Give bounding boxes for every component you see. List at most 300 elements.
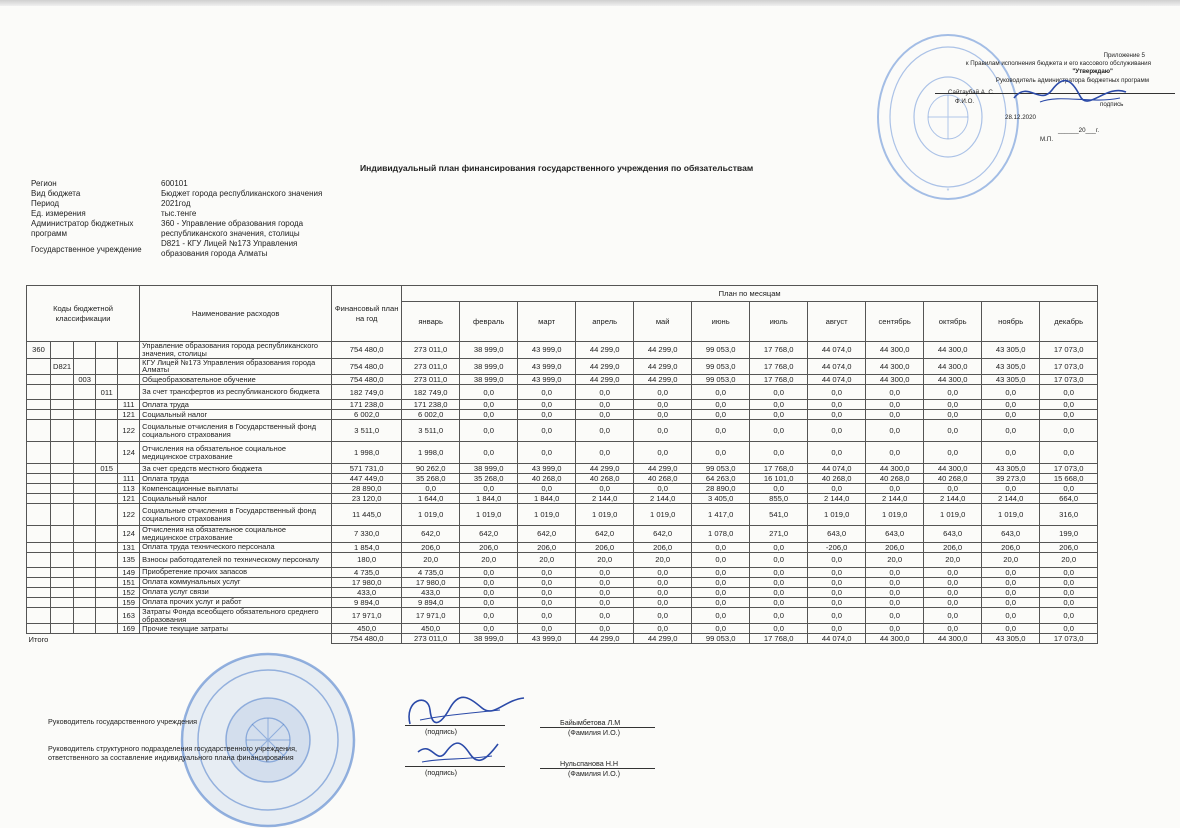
month-value-cell: 1 019,0 [982,504,1040,526]
info-value: D821 - КГУ Лицей №173 Управления образования города Алматы [161,239,298,258]
table-row [27,342,1098,359]
month-value-cell: 0,0 [808,624,866,634]
month-value-cell: 44 299,0 [634,464,692,474]
month-value-cell: 0,0 [866,577,924,587]
year-plan-cell: 754 480,0 [332,358,402,375]
table-row [27,587,1098,597]
expense-name: Оплата труда технического персонала [140,542,332,552]
code-cell [96,587,118,597]
month-value-cell: 0,0 [982,420,1040,442]
code-cell [51,526,74,543]
table-row [27,375,1098,385]
month-value-cell: 0,0 [808,385,866,400]
year-plan-cell: 28 890,0 [332,484,402,494]
month-value-cell: 0,0 [576,442,634,464]
year-plan-cell: 4 735,0 [332,567,402,577]
year-plan-cell: 3 511,0 [332,420,402,442]
month-value-cell: 1 019,0 [924,504,982,526]
approved-label: "Утверждаю" [1072,68,1113,75]
month-value-cell: 20,0 [1040,552,1098,567]
month-header: сентябрь [866,302,924,342]
head-name: Байымбетова Л.М [560,718,621,727]
expense-name: За счет средств местного бюджета [140,464,332,474]
month-value-cell: 17 768,0 [750,375,808,385]
month-value-cell: 0,0 [692,442,750,464]
code-cell [96,504,118,526]
expense-name: Общеобразовательное обучение [140,375,332,385]
expense-name: Управление образования города республиканского значения, столицы [140,342,332,359]
month-value-cell: 99 053,0 [692,358,750,375]
code-cell [51,342,74,359]
month-value-cell: 0,0 [460,624,518,634]
organization-seal-icon [168,650,368,828]
code-cell: 121 [118,494,140,504]
code-cell: 122 [118,420,140,442]
month-value-cell: 0,0 [692,577,750,587]
total-month-cell: 43 305,0 [982,634,1040,644]
code-cell: 163 [118,607,140,624]
code-cell [51,577,74,587]
code-cell [118,464,140,474]
code-cell [51,420,74,442]
month-value-cell: 2 144,0 [576,494,634,504]
year-plan-cell: 447 449,0 [332,474,402,484]
code-cell [74,484,96,494]
month-header: февраль [460,302,518,342]
month-value-cell: 0,0 [1040,607,1098,624]
info-label: Государственное учреждение [31,245,142,254]
expense-name: За счет трансфертов из республиканского бюджета [140,385,332,400]
info-label: Администратор бюджетных программ [31,219,134,238]
month-value-cell: 0,0 [750,567,808,577]
month-value-cell: 0,0 [924,597,982,607]
total-month-cell: 44 299,0 [576,634,634,644]
table-row [27,526,1098,543]
month-value-cell: 0,0 [1040,597,1098,607]
month-value-cell: 0,0 [924,442,982,464]
month-value-cell: 0,0 [808,484,866,494]
month-value-cell: 35 268,0 [402,474,460,484]
code-cell: 011 [96,385,118,400]
code-cell [74,442,96,464]
month-value-cell: 0,0 [1040,420,1098,442]
month-value-cell: 0,0 [634,567,692,577]
month-value-cell: 0,0 [1040,385,1098,400]
expense-name: Оплата коммунальных услуг [140,577,332,587]
table-row [27,597,1098,607]
month-value-cell: 0,0 [866,587,924,597]
month-value-cell: 15 668,0 [1040,474,1098,484]
month-value-cell: 0,0 [518,624,576,634]
month-value-cell: 0,0 [460,577,518,587]
code-cell [27,526,51,543]
code-cell: 003 [74,375,96,385]
month-value-cell: 199,0 [1040,526,1098,543]
year-plan-cell: 17 971,0 [332,607,402,624]
code-cell [96,474,118,484]
month-value-cell: 273 011,0 [402,358,460,375]
total-month-cell: 273 011,0 [402,634,460,644]
code-cell [51,552,74,567]
month-value-cell: 0,0 [750,484,808,494]
year-plan-cell: 754 480,0 [332,375,402,385]
month-value-cell: 0,0 [692,400,750,410]
code-cell [96,400,118,410]
month-value-cell: 0,0 [692,385,750,400]
month-value-cell: 0,0 [750,597,808,607]
month-value-cell: 17 073,0 [1040,375,1098,385]
month-value-cell: 0,0 [634,410,692,420]
code-cell [51,442,74,464]
month-value-cell: 44 299,0 [576,342,634,359]
month-value-cell: 1 644,0 [402,494,460,504]
month-value-cell: 0,0 [576,420,634,442]
month-value-cell: 35 268,0 [460,474,518,484]
month-value-cell: 0,0 [634,420,692,442]
month-value-cell: 0,0 [750,587,808,597]
month-value-cell: 20,0 [982,552,1040,567]
expense-name: Социальные отчисления в Государственный фонд социального страхования [140,420,332,442]
month-value-cell: 38 999,0 [460,464,518,474]
code-cell [74,494,96,504]
month-value-cell: 1 019,0 [576,504,634,526]
month-value-cell: 2 144,0 [982,494,1040,504]
table-row [27,504,1098,526]
code-cell: 152 [118,587,140,597]
code-cell [118,342,140,359]
code-cell: 111 [118,400,140,410]
month-value-cell: 1 019,0 [460,504,518,526]
month-value-cell: 0,0 [692,552,750,567]
month-value-cell: 1 998,0 [402,442,460,464]
total-month-cell: 44 300,0 [924,634,982,644]
month-value-cell: 0,0 [808,420,866,442]
month-value-cell: 2 144,0 [866,494,924,504]
month-value-cell: 0,0 [576,597,634,607]
month-value-cell: 0,0 [866,484,924,494]
total-month-cell: 17 073,0 [1040,634,1098,644]
code-cell [74,474,96,484]
month-value-cell: 0,0 [518,567,576,577]
month-value-cell: 17 768,0 [750,464,808,474]
month-value-cell: 3 405,0 [692,494,750,504]
month-value-cell: 43 999,0 [518,358,576,375]
year-plan-cell: 7 330,0 [332,526,402,543]
info-label: Период [31,199,60,208]
month-value-cell: 44 299,0 [576,375,634,385]
month-value-cell: 0,0 [982,385,1040,400]
month-value-cell: 0,0 [982,607,1040,624]
code-cell [96,342,118,359]
info-value: Бюджет города республиканского значения [161,189,323,198]
code-cell [51,375,74,385]
month-value-cell: 0,0 [808,410,866,420]
month-value-cell: 99 053,0 [692,342,750,359]
month-value-cell: 0,0 [518,597,576,607]
code-cell [74,385,96,400]
month-value-cell: 273 011,0 [402,342,460,359]
scan-edge [0,0,1180,6]
month-value-cell: 0,0 [460,410,518,420]
info-value: тыс.тенге [161,209,197,218]
code-cell: 015 [96,464,118,474]
code-cell [51,624,74,634]
month-value-cell: 0,0 [634,577,692,587]
code-cell [51,410,74,420]
month-value-cell: 0,0 [982,587,1040,597]
code-cell: 122 [118,504,140,526]
expense-name: Отчисления на обязательное социальное медицинское страхование [140,442,332,464]
month-value-cell: 0,0 [866,410,924,420]
month-header: декабрь [1040,302,1098,342]
month-value-cell: 0,0 [460,420,518,442]
month-value-cell: 38 999,0 [460,375,518,385]
month-value-cell: 0,0 [750,607,808,624]
code-cell [96,358,118,375]
month-value-cell: 40 268,0 [518,474,576,484]
month-value-cell: 39 273,0 [982,474,1040,484]
month-value-cell: 0,0 [982,597,1040,607]
code-cell [74,504,96,526]
month-value-cell: 4 735,0 [402,567,460,577]
month-value-cell: 20,0 [402,552,460,567]
code-cell [74,342,96,359]
expense-name: Оплата прочих услуг и работ [140,597,332,607]
month-value-cell: 206,0 [402,542,460,552]
month-value-cell: 40 268,0 [808,474,866,484]
table-row [27,484,1098,494]
total-month-cell: 99 053,0 [692,634,750,644]
code-cell [27,624,51,634]
code-cell: 131 [118,542,140,552]
code-cell [74,464,96,474]
code-cell [74,410,96,420]
info-value: 2021год [161,199,191,208]
month-value-cell: 0,0 [808,577,866,587]
month-value-cell: 44 300,0 [924,358,982,375]
code-cell [27,410,51,420]
unit-fio-caption: (Фамилия И.О.) [568,769,621,778]
month-value-cell: 20,0 [924,552,982,567]
year-plan-cell: 6 002,0 [332,410,402,420]
expense-name: Компенсационные выплаты [140,484,332,494]
month-value-cell: 0,0 [692,410,750,420]
month-value-cell: 1 019,0 [866,504,924,526]
code-cell [27,375,51,385]
name-header: Наименование расходов [140,286,332,342]
code-cell [96,494,118,504]
code-cell [27,504,51,526]
month-value-cell: 0,0 [634,624,692,634]
total-month-cell: 44 299,0 [634,634,692,644]
head-admin-label: Руководитель администратора бюджетных программ [995,77,1149,84]
month-value-cell: 0,0 [634,484,692,494]
code-cell [96,597,118,607]
month-header: март [518,302,576,342]
code-cell [74,597,96,607]
approval-signature-icon [1010,76,1130,110]
month-value-cell: 1 844,0 [460,494,518,504]
code-cell [74,624,96,634]
code-cell [51,542,74,552]
month-value-cell: 0,0 [750,410,808,420]
month-value-cell: 0,0 [866,442,924,464]
expense-name: Приобретение прочих запасов [140,567,332,577]
table-row [27,624,1098,634]
code-cell [27,542,51,552]
month-value-cell: 206,0 [518,542,576,552]
table-row [27,567,1098,577]
year-plan-cell: 182 749,0 [332,385,402,400]
month-value-cell: 0,0 [576,624,634,634]
code-cell [96,442,118,464]
month-value-cell: 0,0 [634,442,692,464]
month-value-cell: 44 299,0 [634,342,692,359]
month-value-cell: 0,0 [866,420,924,442]
month-value-cell: 3 511,0 [402,420,460,442]
unit-sign-caption: (подпись) [425,768,457,777]
month-value-cell: 206,0 [866,542,924,552]
table-row [27,552,1098,567]
year-plan-cell: 1 998,0 [332,442,402,464]
month-value-cell: 0,0 [1040,567,1098,577]
month-value-cell: 0,0 [1040,410,1098,420]
month-header: август [808,302,866,342]
month-value-cell: 0,0 [460,587,518,597]
expense-name: Затраты Фонда всеобщего обязательного среднего образования [140,607,332,624]
code-cell [74,358,96,375]
code-cell [51,484,74,494]
code-cell [74,577,96,587]
month-header: апрель [576,302,634,342]
code-cell [96,577,118,587]
year-plan-cell: 9 894,0 [332,597,402,607]
code-cell: 151 [118,577,140,587]
month-value-cell: 0,0 [518,420,576,442]
month-value-cell: 2 144,0 [808,494,866,504]
month-value-cell: 17 971,0 [402,607,460,624]
month-header: июль [750,302,808,342]
code-cell [74,607,96,624]
code-cell: 159 [118,597,140,607]
month-value-cell: 0,0 [576,567,634,577]
month-value-cell: 17 073,0 [1040,358,1098,375]
code-cell [51,587,74,597]
month-value-cell: 1 019,0 [634,504,692,526]
month-value-cell: 99 053,0 [692,464,750,474]
month-value-cell: 16 101,0 [750,474,808,484]
table-row [27,494,1098,504]
month-value-cell: 0,0 [460,567,518,577]
code-cell [96,420,118,442]
table-row [27,607,1098,624]
info-label: Ед. измерения [31,209,86,218]
month-value-cell: 43 305,0 [982,358,1040,375]
month-value-cell: 0,0 [460,597,518,607]
total-month-cell: 44 074,0 [808,634,866,644]
code-cell [51,474,74,484]
month-value-cell: 0,0 [460,484,518,494]
month-value-cell: 20,0 [866,552,924,567]
month-value-cell: 0,0 [866,567,924,577]
month-value-cell: 2 144,0 [924,494,982,504]
code-cell [27,484,51,494]
code-cell: D821 [51,358,74,375]
info-label: Вид бюджета [31,189,81,198]
code-cell [74,420,96,442]
month-value-cell: 1 844,0 [518,494,576,504]
code-cell [96,410,118,420]
month-value-cell: 0,0 [576,577,634,587]
monthly-header: План по месяцам [402,286,1098,302]
month-value-cell: 0,0 [576,607,634,624]
month-value-cell: 0,0 [924,400,982,410]
appendix-label: Приложение 5 [1103,52,1145,59]
month-value-cell: 1 019,0 [808,504,866,526]
code-cell [51,567,74,577]
table-row [27,410,1098,420]
month-value-cell: 44 300,0 [866,358,924,375]
code-cell: 121 [118,410,140,420]
month-value-cell: 0,0 [692,587,750,597]
month-value-cell: 0,0 [808,587,866,597]
month-value-cell: 17 073,0 [1040,464,1098,474]
total-month-cell: 38 999,0 [460,634,518,644]
unit-signature-label-2: ответственного за составление индивидуального плана финансирования [48,753,294,762]
month-value-cell: 0,0 [750,624,808,634]
month-value-cell: 0,0 [634,385,692,400]
total-month-cell: 17 768,0 [750,634,808,644]
month-value-cell: 0,0 [982,484,1040,494]
code-cell [118,358,140,375]
code-cell [96,567,118,577]
month-value-cell: 1 417,0 [692,504,750,526]
month-value-cell: 40 268,0 [634,474,692,484]
month-value-cell: 99 053,0 [692,375,750,385]
month-value-cell: 44 300,0 [866,375,924,385]
info-value: 600101 [161,179,188,188]
month-value-cell: 642,0 [402,526,460,543]
code-cell [51,400,74,410]
year-plan-header: Финансовый план на год [332,286,402,342]
month-value-cell: 0,0 [866,624,924,634]
month-value-cell: 206,0 [924,542,982,552]
month-value-cell: -206,0 [808,542,866,552]
year-plan-cell: 571 731,0 [332,464,402,474]
code-cell [27,358,51,375]
code-cell [51,597,74,607]
code-cell [118,375,140,385]
month-value-cell: 664,0 [1040,494,1098,504]
month-value-cell: 642,0 [460,526,518,543]
month-value-cell: 643,0 [866,526,924,543]
month-value-cell: 0,0 [1040,577,1098,587]
approval-date: 28.12.2020 [1005,114,1036,121]
code-cell [27,607,51,624]
code-cell: 111 [118,474,140,484]
approval-seal-icon [873,28,1023,206]
head-signature-label: Руководитель государственного учреждения [48,717,198,726]
month-value-cell: 44 300,0 [924,375,982,385]
year-plan-cell: 1 854,0 [332,542,402,552]
month-value-cell: 0,0 [518,484,576,494]
code-cell [27,400,51,410]
month-value-cell: 0,0 [924,577,982,587]
month-value-cell: 0,0 [460,607,518,624]
month-value-cell: 0,0 [808,607,866,624]
unit-signature-label-1: Руководитель структурного подразделения государственного учреждения, [48,744,297,753]
month-value-cell: 0,0 [924,484,982,494]
